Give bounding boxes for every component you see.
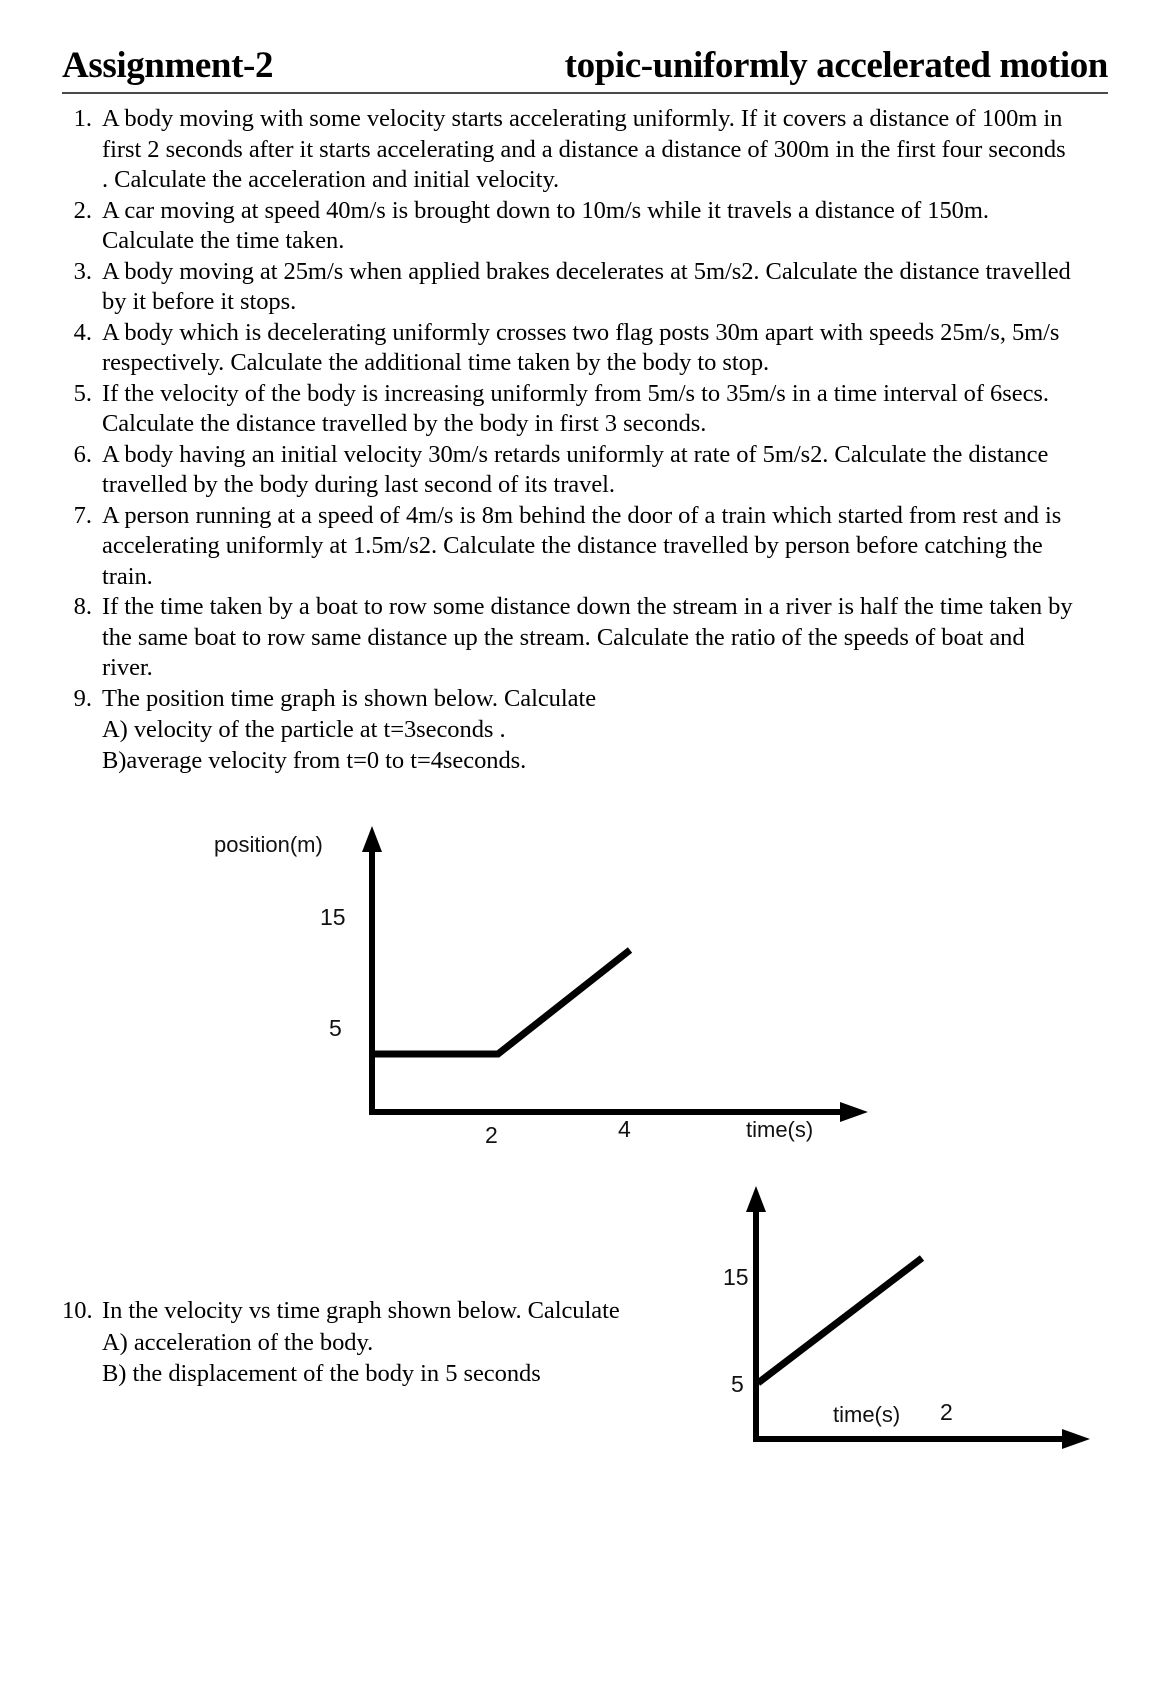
- x-axis: [756, 1429, 1090, 1449]
- question-text: [102, 684, 1074, 777]
- question-item-3: [62, 257, 1074, 318]
- question-part-a: A) acceleration of the body.: [102, 1328, 374, 1356]
- question-item-1: [62, 104, 1074, 196]
- question-item-2: [62, 196, 1074, 257]
- velocity-time-chart: [690, 1180, 1110, 1470]
- y-tick-5: 5: [731, 1371, 744, 1397]
- question-item-9: [62, 684, 1074, 777]
- x-tick-4: 4: [618, 1116, 631, 1142]
- y-tick-15: 15: [723, 1264, 749, 1290]
- data-series-velocity: [758, 1258, 922, 1383]
- question-item-6: [62, 440, 1074, 501]
- y-axis-label-position: position(m): [214, 832, 323, 857]
- question-number: 10.: [62, 1297, 93, 1324]
- question-text: If the velocity of the body is increasing uniformly from 5m/s to 35m/s in a time interval of 6secs. Calculate the distance travelled by the body in first 3 seconds.: [102, 379, 1049, 437]
- question-part-a: A) velocity of the particle at t=3seconds .: [102, 716, 506, 743]
- position-time-chart: [180, 822, 900, 1162]
- x-axis-label-time: time(s): [833, 1402, 901, 1427]
- question-number: 8.: [73, 593, 92, 620]
- question-number: 4.: [73, 318, 92, 346]
- question-stem: The position time graph is shown below. Calculate: [102, 684, 597, 712]
- question-item-8: [62, 592, 1074, 684]
- page-header: [62, 44, 1108, 96]
- assignment-title: Assignment-2: [62, 45, 274, 86]
- question-part-b: B)average velocity from t=0 to t=4seconds.: [102, 747, 527, 774]
- y-axis: [362, 826, 382, 1115]
- question-number: 9.: [73, 684, 92, 712]
- question-item-10: [62, 1296, 702, 1389]
- question-text: A body which is decelerating uniformly crosses two flag posts 30m apart with speeds 25m/s, 5m/s respectively. Calculate the additional time taken by the body to stop.: [102, 318, 1060, 376]
- y-tick-5: 5: [329, 1015, 342, 1041]
- y-axis: [746, 1186, 766, 1442]
- assignment-topic: topic-uniformly accelerated motion: [564, 45, 1108, 86]
- question-text: A person running at a speed of 4m/s is 8m behind the door of a train which started from rest and is accelerating uniformly at 1.5m/s2. Calculate the distance travelled by person before catching the train.: [102, 501, 1062, 590]
- question-item-5: [62, 379, 1074, 440]
- question-number: 3.: [73, 257, 92, 285]
- data-series-position: [373, 950, 630, 1054]
- question-text: A body moving at 25m/s when applied brakes decelerates at 5m/s2. Calculate the distance travelled by it before it stops.: [102, 257, 1071, 315]
- question-number: 7.: [73, 501, 92, 529]
- question-stem: In the velocity vs time graph shown below. Calculate: [102, 1297, 620, 1324]
- question-number: 5.: [73, 379, 92, 407]
- question-text: A body having an initial velocity 30m/s retards uniformly at rate of 5m/s2. Calculate the distance travelled by the body during last second of its travel.: [102, 440, 1049, 498]
- question-text: A car moving at speed 40m/s is brought down to 10m/s while it travels a distance of 150m. Calculate the time taken.: [102, 196, 989, 254]
- question-text: A body moving with some velocity starts accelerating uniformly. If it covers a distance of 100m in first 2 seconds after it starts accelerating and a distance a distance of 300m in the first four seconds . Calculate the acceleration and initial velocity.: [102, 105, 1066, 193]
- question-part-b: B) the displacement of the body in 5 seconds: [102, 1359, 541, 1387]
- question-list: [62, 104, 1074, 776]
- question-number: 6.: [73, 440, 92, 468]
- question-item-7: [62, 501, 1074, 593]
- x-tick-2: 2: [485, 1122, 498, 1148]
- question-number: 1.: [73, 105, 92, 132]
- x-axis-label-time: time(s): [746, 1117, 814, 1142]
- header-divider: [62, 92, 1108, 94]
- question-text: If the time taken by a boat to row some distance down the stream in a river is half the time taken by the same boat to row same distance up the stream. Calculate the ratio of the speeds of boat and river.: [102, 593, 1073, 681]
- x-tick-2: 2: [940, 1399, 953, 1425]
- question-item-4: [62, 318, 1074, 379]
- position-time-plot: [180, 822, 900, 1162]
- y-tick-15: 15: [320, 904, 346, 930]
- question-number: 2.: [73, 196, 92, 224]
